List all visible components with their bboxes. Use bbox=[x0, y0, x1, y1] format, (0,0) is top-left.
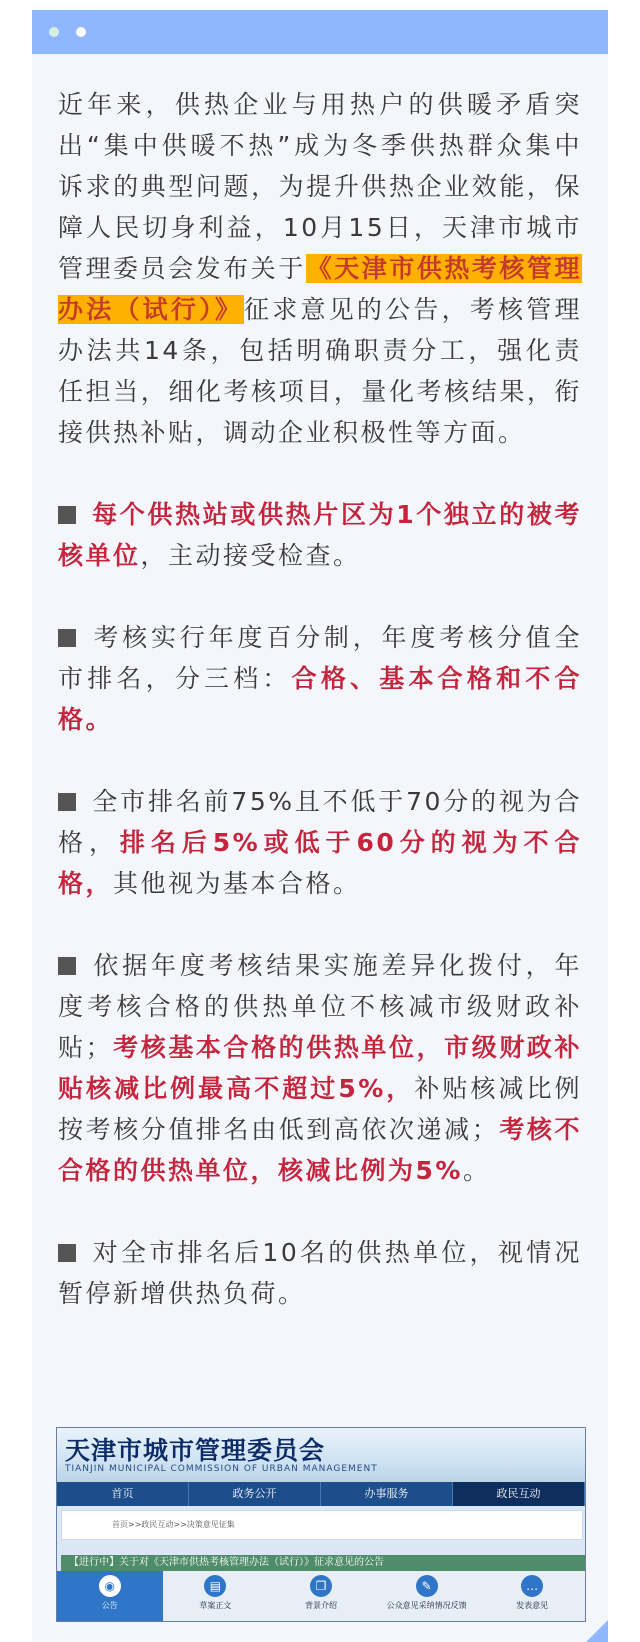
square-bullet-icon bbox=[58, 1244, 76, 1262]
breadcrumb-row bbox=[61, 1510, 583, 1540]
tab-submit-opinion[interactable]: … 发表意见 bbox=[479, 1571, 585, 1621]
tab-draft-text[interactable]: ▤ 草案正文 bbox=[163, 1571, 269, 1621]
site-subtitle: TIANJIN MUNICIPAL COMMISSION OF URBAN MANAGEMENT bbox=[65, 1464, 378, 1474]
square-bullet-icon bbox=[58, 957, 76, 975]
square-bullet-icon bbox=[58, 793, 76, 811]
notice-title: 【进行中】关于对《天津市供热考核管理办法（试行）》征求意见的公告 bbox=[61, 1555, 586, 1571]
article-content bbox=[58, 84, 582, 1355]
site-banner bbox=[57, 1428, 585, 1482]
bullet-4: 依据年度考核结果实施差异化拨付，年度考核合格的供热单位不核减市级财政补贴；考核基本合格的供热单位，市级财政补贴核减比例最高不超过5%，补贴核减比例按考核分值排名由低到高依次递减；考核不合格的供热单位，核减比例为5%。 bbox=[58, 951, 582, 1185]
window-top-bar bbox=[32, 10, 608, 54]
chat-icon: … bbox=[521, 1575, 543, 1597]
bullet-2: 考核实行年度百分制，年度考核分值全市排名，分三档：合格、基本合格和不合格。 bbox=[58, 623, 582, 734]
document-icon: ▤ bbox=[204, 1575, 226, 1597]
website-screenshot bbox=[56, 1427, 586, 1622]
green-dot-icon bbox=[49, 27, 59, 37]
site-nav bbox=[57, 1482, 585, 1506]
tab-background[interactable]: ❐ 背景介绍 bbox=[268, 1571, 374, 1621]
square-bullet-icon bbox=[58, 629, 76, 647]
tab-announcement[interactable]: ◉ 公告 bbox=[57, 1571, 163, 1621]
intro-paragraph: 近年来，供热企业与用热户的供暖矛盾突出“集中供暖不热”成为冬季供热群众集中诉求的典型问题，为提升供热企业效能，保障人民切身利益，10月15日，天津市城市管理委员会发布关于《天津市供热考核管理办法（试行）》征求意见的公告，考核管理办法共14条，包括明确职责分工，强化责任担当，细化考核项目，量化考核结果，衔接供热补贴，调动企业积极性等方面。 bbox=[58, 90, 582, 447]
nav-gov-affairs[interactable]: 政务公开 bbox=[189, 1482, 321, 1506]
copy-icon: ❐ bbox=[310, 1575, 332, 1597]
bullet-1: 每个供热站或供热片区为1个独立的被考核单位，主动接受检查。 bbox=[58, 500, 582, 570]
article-card bbox=[32, 10, 608, 1642]
site-tabs bbox=[57, 1571, 585, 1621]
policy-title-highlight: 《天津市供热考核管理办法（试行）》 bbox=[58, 254, 582, 324]
corner-decoration bbox=[586, 1620, 608, 1642]
bullet-3: 全市排名前75%且不低于70分的视为合格，排名后5%或低于60分的视为不合格，其他视为基本合格。 bbox=[58, 787, 582, 898]
site-title: 天津市城市管理委员会 bbox=[65, 1436, 326, 1465]
tab-feedback[interactable]: ✎ 公众意见采纳情况反馈 bbox=[374, 1571, 480, 1621]
square-bullet-icon bbox=[58, 506, 76, 524]
white-dot-icon bbox=[76, 27, 86, 37]
nav-interaction[interactable]: 政民互动 bbox=[453, 1482, 585, 1506]
bullet-5: 对全市排名后10名的供热单位，视情况暂停新增供热负荷。 bbox=[58, 1238, 582, 1308]
nav-home[interactable]: 首页 bbox=[57, 1482, 189, 1506]
speaker-icon: ◉ bbox=[99, 1575, 121, 1597]
nav-services[interactable]: 办事服务 bbox=[321, 1482, 453, 1506]
breadcrumb: 首页>>政民互动>>决策意见征集 bbox=[112, 1520, 235, 1529]
pen-icon: ✎ bbox=[416, 1575, 438, 1597]
